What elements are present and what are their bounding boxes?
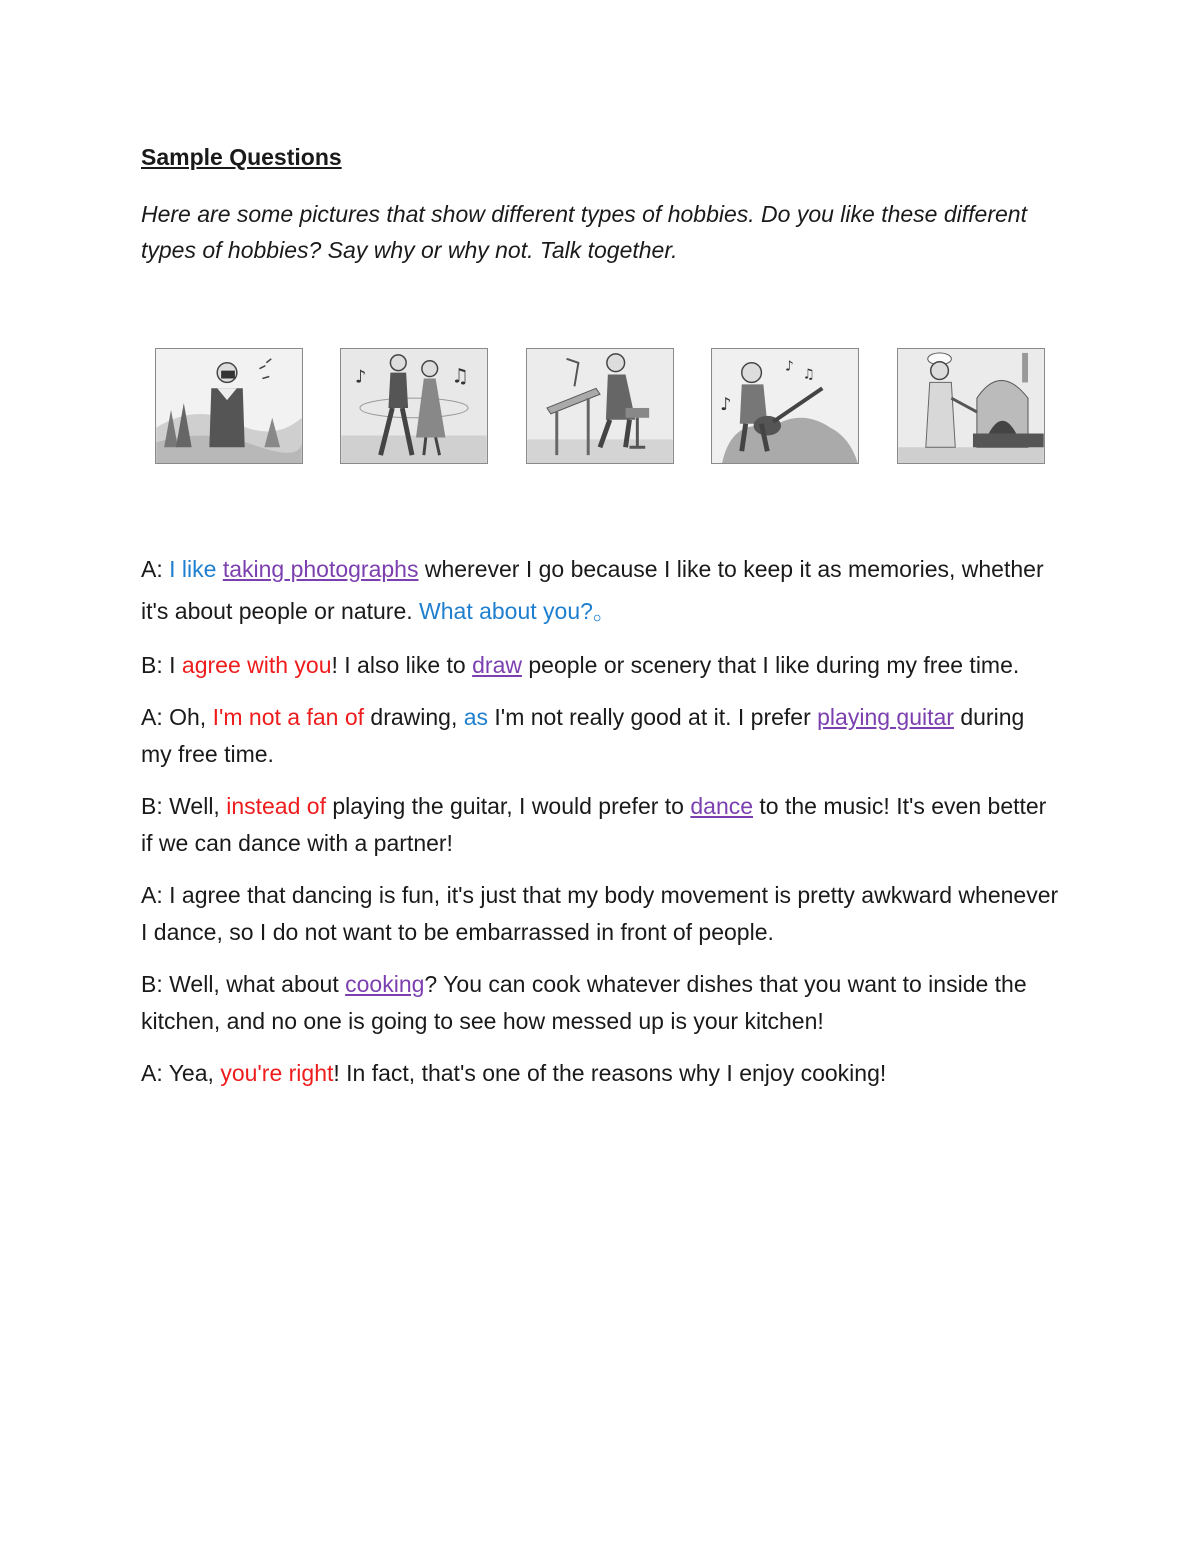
highlight-phrase: What about you? (419, 598, 593, 624)
dialogue-text: during my free time. (141, 704, 1025, 767)
cooking-picture (897, 348, 1045, 464)
photography-picture (155, 348, 303, 464)
hobby-keyword: playing guitar (817, 704, 954, 730)
dialogue-line-2 (141, 647, 1061, 684)
dialogue-text: A: I agree that dancing is fun, it's just that my body movement is pretty awkward whenever I dance, so I do not want to be embarrassed in front of people. (141, 882, 1059, 945)
dialogue-text: drawing, (364, 704, 464, 730)
dialogue-text: playing the guitar, I would prefer to (325, 793, 691, 819)
dialogue-text: ! In fact, that's one of the reasons why I enjoy cooking! (333, 1060, 887, 1086)
hobby-keyword: dance (690, 793, 754, 819)
hobby-keyword: cooking (345, 971, 425, 997)
dialogue-text: ! I also like to (331, 652, 473, 678)
svg-text:♪: ♪ (355, 367, 367, 388)
highlight-phrase: as (463, 704, 489, 730)
svg-text:♫: ♫ (451, 364, 469, 388)
dialogue-text: B: I (141, 652, 182, 678)
dialogue-text: B: Well, (141, 793, 227, 819)
svg-text:♪: ♪ (720, 394, 732, 415)
dialogue (141, 548, 1061, 1107)
guitar-picture (711, 348, 859, 464)
dialogue-text: ? You can cook whatever dishes that you want to inside the kitchen, and no one is going to see how messed up is your kitchen! (141, 971, 1027, 1034)
dialogue-text: wherever I go because I like to keep it as memories, whether it's about people or nature. (141, 556, 1044, 624)
dialogue-text: B: Well, what about (141, 971, 346, 997)
drawing-picture (526, 348, 674, 464)
expression-phrase: I'm not a fan of (212, 704, 365, 730)
expression-phrase: agree with you (181, 652, 332, 678)
expression-phrase: instead of (226, 793, 326, 819)
photography-icon (156, 349, 302, 463)
expression-phrase: you're right (220, 1060, 334, 1086)
instructions: Here are some pictures that show different types of hobbies. Do you like these different types of hobbies? Say why or why not. Talk together. (141, 201, 1027, 263)
highlight-phrase: 。 (592, 598, 616, 624)
dialogue-line-6 (141, 966, 1061, 1040)
cooking-icon (898, 349, 1044, 463)
dialogue-text: A: Yea, (141, 1060, 221, 1086)
dialogue-line-3 (141, 699, 1061, 773)
dialogue-text: A: Oh, (141, 704, 213, 730)
hobby-keyword: taking photographs (222, 556, 419, 582)
dancing-icon (341, 349, 487, 463)
dialogue-line-5 (141, 877, 1061, 951)
svg-text:♪: ♪ (785, 358, 794, 375)
guitar-icon (712, 349, 858, 463)
hobby-pictures (155, 348, 1047, 466)
hobby-keyword: draw (472, 652, 522, 678)
dialogue-text: to the music! It's even better if we can dance with a partner! (141, 793, 1047, 856)
dialogue-text: people or scenery that I like during my free time. (521, 652, 1020, 678)
dialogue-text: I'm not really good at it. I prefer (488, 704, 818, 730)
dialogue-line-4 (141, 788, 1061, 862)
dialogue-line-1 (141, 548, 1061, 632)
drawing-icon (527, 349, 673, 463)
highlight-phrase: I like (169, 556, 217, 582)
svg-text:♫: ♫ (802, 366, 816, 383)
dialogue-line-7 (141, 1055, 1061, 1092)
dialogue-text: A: (141, 556, 170, 582)
page-title: Sample Questions (141, 144, 342, 170)
dancing-picture (340, 348, 488, 464)
